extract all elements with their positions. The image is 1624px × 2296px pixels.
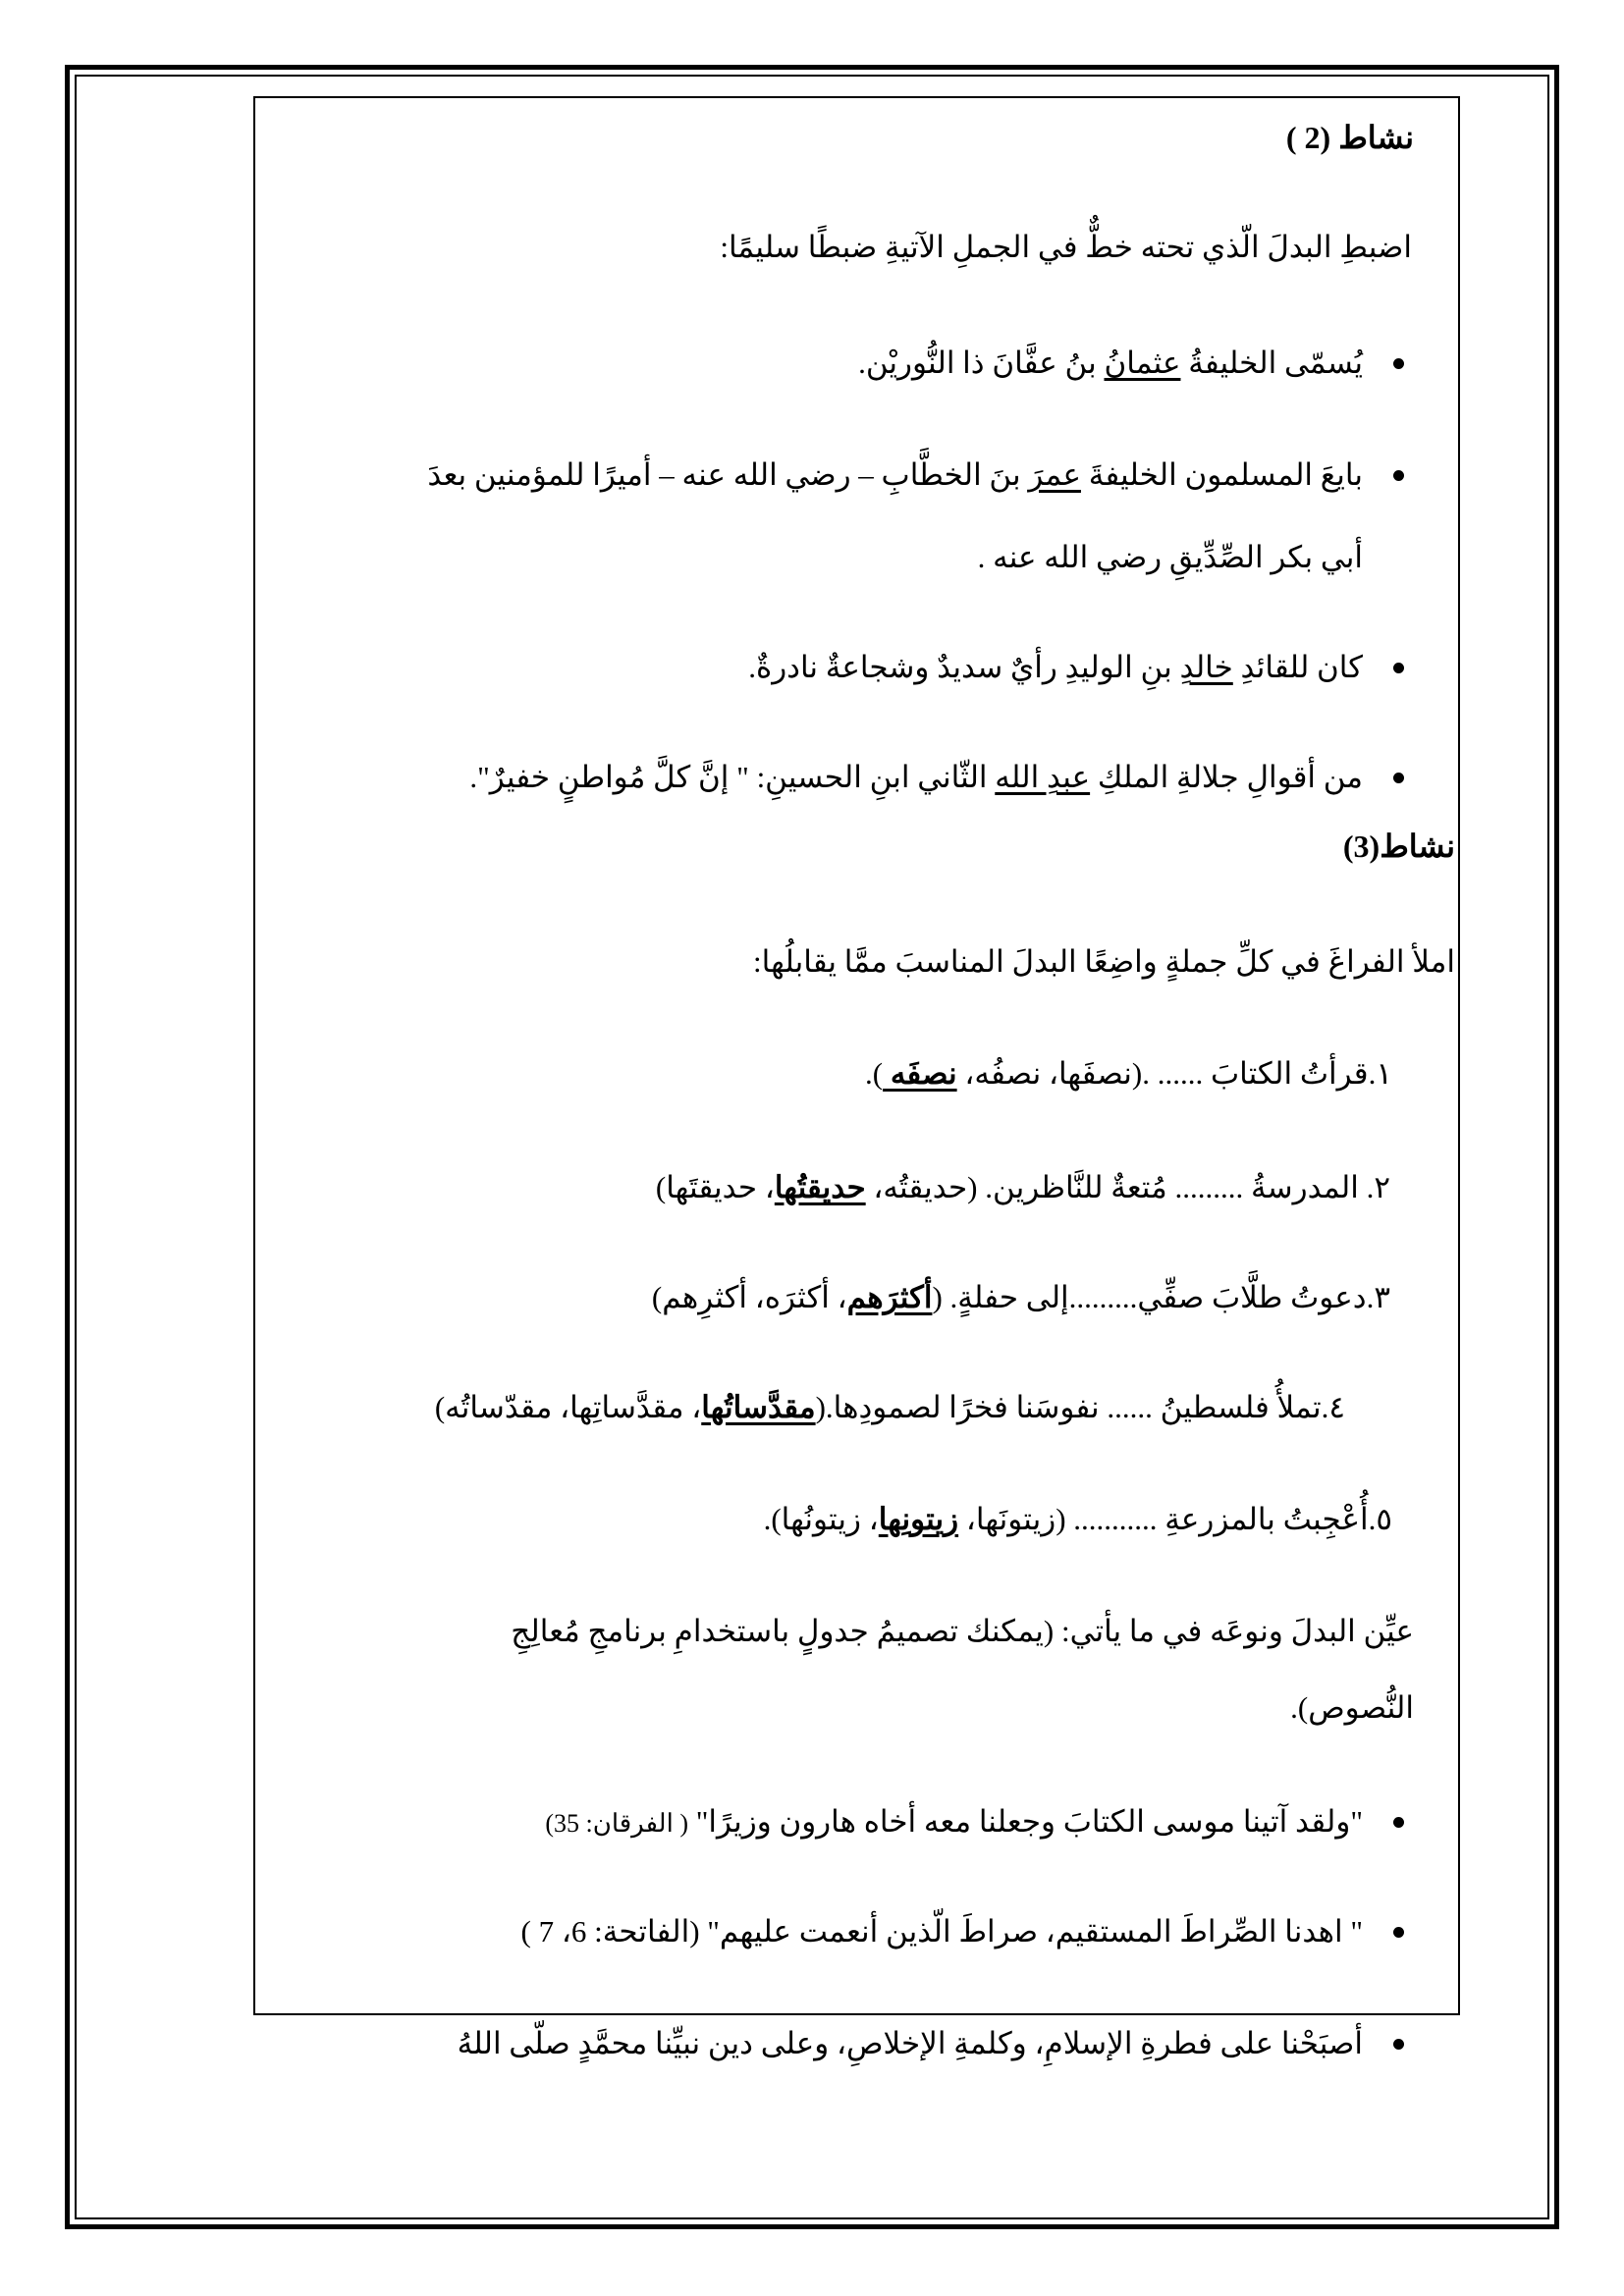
activity3-item-1 — [865, 1054, 1392, 1094]
activity3-item-2 — [656, 1168, 1390, 1207]
item-text: ٤.تملأُ فلسطينُ ...... نفوسَنا فخرًا لصمودِها.( — [815, 1390, 1345, 1424]
activity3-item-4 — [435, 1388, 1345, 1427]
verse-text: " اهدنا الصِّراطَ المستقيم، صراطَ الّذين أنعمت عليهم" — [699, 1914, 1363, 1949]
activity2-instruction: اضبطِ البدلَ الّذي تحته خطٌّ في الجملِ الآتيةِ ضبطًا سليمًا: — [720, 230, 1412, 264]
item-text: من أقوالِ جلالةِ الملكِ — [1090, 760, 1363, 794]
activity4-item-3: أصبَحْنا على فطرةِ الإسلامِ، وكلمةِ الإخلاصِ، وعلى دين نبيِّنا محمَّدٍ صلّى اللهُ — [458, 2024, 1414, 2063]
item-text: الثّاني ابنِ الحسينِ: " إنَّ كلَّ مُواطنٍ خفيرٌ". — [469, 760, 996, 794]
item-text: بنِ الوليدِ رأيٌ سديدٌ وشجاعةٌ نادرةٌ. — [748, 650, 1180, 684]
item-text: بنَ الخطَّابِ – رضي الله عنه – أميرًا للمؤمنين بعدَ — [427, 457, 1029, 492]
correct-answer: مقدَّساتُها — [701, 1390, 816, 1424]
activity2-item-3 — [748, 648, 1414, 687]
activity4-instruction-line2: النُّصوص). — [1290, 1690, 1414, 1725]
item-text: ). — [864, 1056, 884, 1091]
item-text: ٢. المدرسةُ ......... مُتعةٌ للنَّاظرين. (حديقتُه، — [865, 1170, 1390, 1204]
verse-text: "ولقد آتينا موسى الكتابَ وجعلنا معه أخاه هارون وزيرًا" — [688, 1804, 1363, 1839]
item-text: ، أكثرَه، أكثرِهم) — [651, 1280, 847, 1314]
item-text: بنُ عفَّانَ ذا النُّوريْن. — [858, 346, 1105, 380]
activity2-item-2-continued: أبي بكر الصِّدِّيقِ رضي الله عنه . — [977, 540, 1363, 574]
activity4-item-2 — [521, 1912, 1414, 1951]
underlined-badal: عبدِ الله — [995, 760, 1091, 794]
correct-answer: نصفَه — [883, 1056, 957, 1091]
item-text: ٣.دعوتُ طلَّابَ صفِّي.........إلى حفلةٍ. ( — [932, 1280, 1390, 1314]
item-text: ١.قرأتُ الكتابَ ...... .(نصفَها، نصفُه، — [956, 1056, 1392, 1091]
correct-answer: زيتونِها — [878, 1502, 959, 1536]
correct-answer: حديقتُها — [774, 1170, 866, 1204]
activity2-item-4 — [469, 758, 1414, 797]
activity2-title: نشاط (2 ) — [1285, 120, 1414, 155]
activity3-item-3 — [652, 1278, 1390, 1317]
activity3-item-5 — [764, 1500, 1392, 1539]
item-text: ، مقدَّساتِها، مقدّساتُه) — [434, 1390, 702, 1424]
activity3-instruction: املأ الفراغَ في كلِّ جملةٍ واضِعًا البدلَ المناسبَ ممَّا يقابلُها: — [753, 944, 1455, 979]
activity4-item-1 — [545, 1802, 1414, 1843]
item-text: يُسمّى الخليفةُ — [1180, 346, 1363, 380]
item-text: كان للقائدِ — [1232, 650, 1363, 684]
activity2-item-1 — [858, 344, 1414, 383]
correct-answer: أكثرَهم — [846, 1280, 933, 1314]
item-text: بايعَ المسلمون الخليفةَ — [1080, 457, 1363, 492]
verse-reference: (الفاتحة: 6، 7 ) — [520, 1914, 700, 1949]
underlined-badal: عثمانُ — [1104, 346, 1181, 380]
activity4-instruction-line1: عيِّن البدلَ ونوعَه في ما يأتي: (يمكنك تصميمُ جدولٍ باستخدامِ برنامجِ مُعالِجِ — [511, 1614, 1414, 1648]
item-text: ٥.أُعْجِبتُ بالمزرعةِ ........... (زيتونَها، — [958, 1502, 1392, 1536]
underlined-badal: خالدِ — [1179, 650, 1233, 684]
item-text: ، زيتونُها). — [763, 1502, 879, 1536]
underlined-badal: عمرَ — [1028, 457, 1081, 492]
verse-reference: ( الفرقان: 35) — [545, 1809, 688, 1838]
activity2-item-2 — [427, 455, 1414, 495]
item-text: ، حديقتَها) — [655, 1170, 775, 1204]
activity3-title: نشاط(3) — [1342, 828, 1455, 864]
